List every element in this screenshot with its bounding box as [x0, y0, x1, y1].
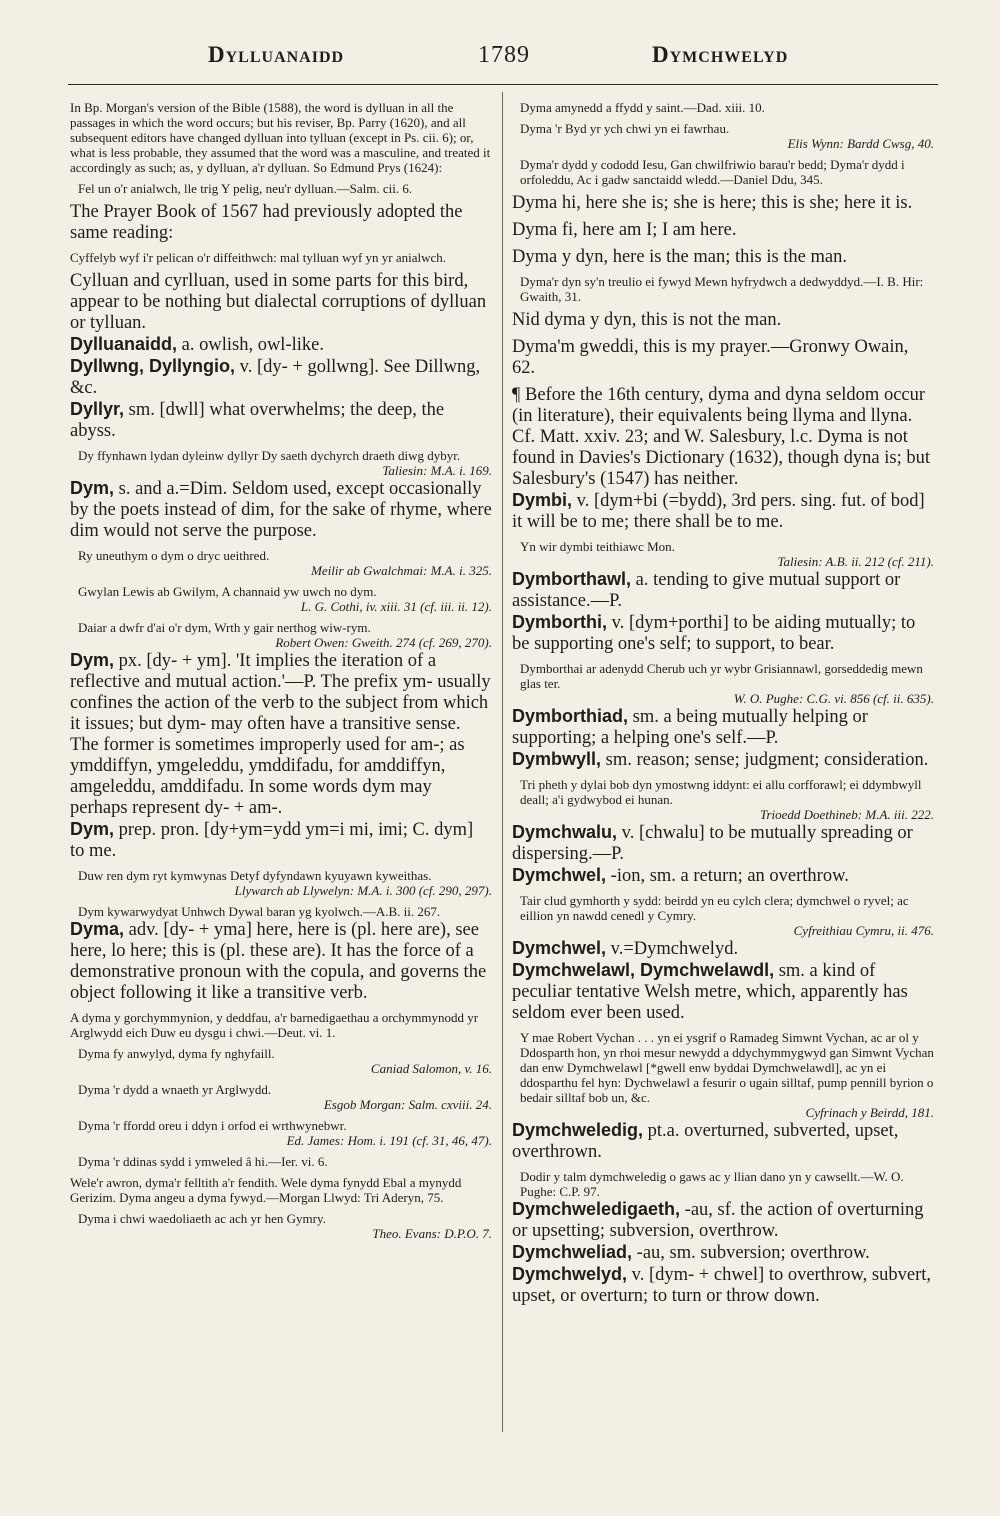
dictionary-entry [512, 490, 934, 533]
dictionary-entry [70, 650, 492, 819]
entry-definition: pt.a. overturned, subverted, upset, overthrown. [512, 1121, 899, 1162]
dictionary-entry [512, 1264, 934, 1307]
entry-definition: sm. [dwll] what overwhelms; the deep, the abyss. [70, 400, 445, 441]
dictionary-entry [512, 749, 934, 771]
entry-headword: Dymchwel, [512, 938, 607, 958]
quotation: Wele'r awron, dyma'r felltith a'r fendith. Wele dyma fynydd Ebal a mynydd Gerizim. Dyma angeu a dyma fywyd.—Morgan Llwyd: Tri Aderyn, 75. [70, 1175, 462, 1205]
entry-headword: Dym, [70, 478, 115, 498]
entry-definition: -ion, sm. a return; an overthrow. [606, 866, 849, 886]
citation-source: Trioedd Doethineb: M.A. iii. 222. [759, 807, 934, 822]
quotation: Gwylan Lewis ab Gwilym, A channaid yw uwch no dym. [78, 584, 377, 599]
entry-definition: prep. pron. [dy+ym=ydd ym=i mi, imi; C. dym] to me. [70, 820, 474, 861]
entry-definition: -au, sf. the action of overturning or upsetting; subversion, overthrow. [512, 1200, 924, 1241]
citation-source: Elis Wynn: Bardd Cwsg, 40. [787, 136, 934, 151]
entry-headword: Dymchwelawl, Dymchwelawdl, [512, 960, 775, 980]
entry-definition: a. tending to give mutual support or assistance.—P. [512, 570, 901, 611]
body-paragraph: Cylluan and cyrlluan, used in some parts for this bird, appear to be nothing but dialectal corruptions of dylluan or tylluan. [70, 271, 487, 333]
entry-headword: Dymchwel, [512, 865, 607, 885]
quotation: Dyma 'r Byd yr ych chwi yn ei fawrhau. [520, 121, 730, 136]
entry-definition: v. [dy- + gollwng]. See Dillwng, &c. [70, 357, 481, 398]
dictionary-entry [70, 334, 492, 356]
dictionary-entry [512, 1242, 934, 1264]
entry-headword: Dymchweledigaeth, [512, 1199, 681, 1219]
entry-headword: Dymbwyll, [512, 749, 602, 769]
citation-source: L. G. Cothi, iv. xiii. 31 (cf. iii. ii. 12). [300, 599, 492, 614]
quotation: Dyma 'r ddinas sydd i ymweled â hi.—Ier. vi. 6. [78, 1154, 328, 1169]
entry-definition: sm. a kind of peculiar tentative Welsh metre, which, apparently has seldom ever been used. [512, 961, 908, 1023]
citation-source: Taliesin: A.B. ii. 212 (cf. 211). [777, 554, 934, 569]
entry-definition: v. [dym+porthi] to be aiding mutually; to be supporting one's self; to support, to bear. [512, 613, 916, 654]
entry-headword: Dym, [70, 650, 115, 670]
quotation: Y mae Robert Vychan . . . yn ei ysgrif o Ramadeg Simwnt Vychan, ac ar ol y Ddosparth hon, yn rhoi mesur newydd a ddychymmygwyd gan Simwnt Vychan dan enw Dymchwelawl [*gwell enw byddai Dymchwelawdl], ac yn ei ddosparthu fel hyn: Dychwelawl a fesurir o ugain silltaf, pump pennill byrion o bedair silltaf bob un, &c. [520, 1030, 934, 1105]
entry-definition: adv. [dy- + yma] here, here is (pl. here are), see here, lo here; this is (pl. these are). It has the force of a demonstrative pronoun with the copula, and governs the object following it like a transitive verb. [70, 920, 487, 1003]
entry-definition: v. [dym- + chwel] to overthrow, subvert, upset, or overturn; to turn or throw down. [512, 1265, 932, 1306]
entry-definition: -au, sm. subversion; overthrow. [632, 1243, 870, 1263]
entry-headword: Dylluanaidd, [70, 334, 178, 354]
quotation: Dyma i chwi waedoliaeth ac ach yr hen Gymry. [78, 1211, 326, 1226]
quotation: Fel un o'r anialwch, lle trig Y pelig, neu'r dylluan.—Salm. cii. 6. [78, 181, 413, 196]
entry-headword: Dymchwelyd, [512, 1264, 628, 1284]
quotation: Dym kywarwydyat Unhwch Dywal baran yg kyolwch.—A.B. ii. 267. [78, 904, 441, 919]
quotation: A dyma y gorchymmynion, y deddfau, a'r barnedigaethau a orchymmynodd yr Arglwydd eich Duw eu dysgu i chwi.—Deut. vi. 1. [70, 1010, 479, 1040]
body-paragraph: Dyma hi, here she is; she is here; this is she; here it is. [512, 193, 913, 213]
header-right-guideword: Dymchwelyd [652, 42, 789, 67]
entry-definition: v. [chwalu] to be mutually spreading or dispersing.—P. [512, 823, 913, 864]
citation-source: Theo. Evans: D.P.O. 7. [372, 1226, 492, 1241]
entry-headword: Dyllyr, [70, 399, 125, 419]
dictionary-entry [70, 356, 492, 399]
quotation: Dyma'r dydd y cododd Iesu, Gan chwilfriwio barau'r bedd; Dyma'r dydd i orfoleddu, Ac i gadw sanctaidd wledd.—Daniel Ddu, 345. [520, 157, 905, 187]
entry-definition: sm. a being mutually helping or supporting; a helping one's self.—P. [512, 707, 868, 748]
body-paragraph: Dyma y dyn, here is the man; this is the man. [512, 247, 847, 267]
entry-definition: a. owlish, owl-like. [177, 335, 324, 355]
dictionary-entry [70, 399, 492, 442]
dictionary-entry [512, 865, 934, 887]
dictionary-entry [512, 1120, 934, 1163]
citation-source: Meilir ab Gwalchmai: M.A. i. 325. [311, 563, 492, 578]
citation-source: Ed. James: Hom. i. 191 (cf. 31, 46, 47). [286, 1133, 492, 1148]
quotation: Yn wir dymbi teithiawc Mon. [520, 539, 675, 554]
body-paragraph: The Prayer Book of 1567 had previously adopted the same reading: [70, 202, 463, 243]
quotation: Dy ffynhawn lydan dyleinw dyllyr Dy saeth dychyrch draeth diwg dybyr. [78, 448, 461, 463]
body-paragraph: Nid dyma y dyn, this is not the man. [512, 310, 782, 330]
dictionary-entry [512, 938, 934, 960]
quotation: Dyma'r dyn sy'n treulio ei fywyd Mewn hyfrydwch a dedwyddyd.—I. B. Hir: Gwaith, 31. [520, 274, 924, 304]
quotation: Dymborthai ar adenydd Cherub uch yr wybr Grisiannawl, gorseddedig mewn glas ter. [520, 661, 923, 691]
body-paragraph: Dyma fi, here am I; I am here. [512, 220, 737, 240]
dictionary-entry [512, 706, 934, 749]
dictionary-entry [512, 960, 934, 1024]
dictionary-entry [70, 819, 492, 862]
page-number: 1789 [478, 42, 530, 68]
header-left-guideword: Dylluanaidd [208, 42, 345, 67]
quotation: Duw ren dym ryt kymwynas Detyf dyfyndawn kyuyawn kyweithas. [78, 868, 432, 883]
entry-headword: Dym, [70, 819, 115, 839]
dictionary-entry [512, 569, 934, 612]
quotation: In Bp. Morgan's version of the Bible (1588), the word is dylluan in all the passages in which the word occurs; but his reviser, Bp. Parry (1620), and all subsequent editors have changed dylluan into tylluan (except in Ps. cii. 6); or, what is less probable, they assumed that the word was a masculine, and treated it accordingly as such; as, y dylluan, a'r dylluan. So Edmund Prys (1624): [70, 100, 491, 175]
citation-source: Cyfreithiau Cymru, ii. 476. [793, 923, 934, 938]
citation-source: Caniad Salomon, v. 16. [370, 1061, 492, 1076]
body-paragraph: ¶ Before the 16th century, dyma and dyna seldom occur (in literature), their equivalents being llyma and llyna. Cf. Matt. xxiv. 23; and W. Salesbury, l.c. Dyma is not found in Davies's Dictionary (1632), though dyna is; but Salesbury's (1547) has neither. [512, 385, 930, 489]
entry-definition: s. and a.=Dim. Seldom used, except occasionally by the poets instead of dim, for the sake of rhyme, where dim would not serve the purpose. [70, 479, 492, 541]
entry-definition: sm. reason; sense; judgment; consideration. [601, 750, 929, 770]
citation-source: W. O. Pughe: C.G. vi. 856 (cf. ii. 635). [733, 691, 934, 706]
dictionary-entry [70, 478, 492, 542]
entry-headword: Dymborthi, [512, 612, 608, 632]
quotation: Daiar a dwfr d'ai o'r dym, Wrth y gair nerthog wiw-rym. [78, 620, 371, 635]
entry-headword: Dymborthiad, [512, 706, 629, 726]
entry-headword: Dymchweliad, [512, 1242, 633, 1262]
quotation: Tair clud gymhorth y sydd: beirdd yn eu cylch clera; dymchwel o ryvel; ac eillion yn nawdd cenedl y Cymry. [520, 893, 909, 923]
entry-headword: Dyma, [70, 919, 125, 939]
quotation: Cyffelyb wyf i'r pelican o'r diffeithwch: mal tylluan wyf yn yr anialwch. [70, 250, 447, 265]
quotation: Dodir y talm dymchweledig o gaws ac y llian dano yn y cawsellt.—W. O. Pughe: C.P. 97. [520, 1169, 904, 1199]
quotation: Dyma amynedd a ffydd y saint.—Dad. xiii. 10. [520, 100, 765, 115]
entry-headword: Dymbi, [512, 490, 573, 510]
dictionary-entry [512, 612, 934, 655]
quotation: Dyma 'r ffordd oreu i ddyn i orfod ei wrthwynebwr. [78, 1118, 347, 1133]
entry-headword: Dyllwng, Dyllyngio, [70, 356, 236, 376]
dictionary-entry [512, 822, 934, 865]
quotation: Tri pheth y dylai bob dyn ymostwng iddynt: ei allu corfforawl; ei ddymbwyll deall; a'i gydwybod ei hunan. [520, 777, 922, 807]
citation-source: Esgob Morgan: Salm. cxviii. 24. [323, 1097, 492, 1112]
citation-source: Llywarch ab Llywelyn: M.A. i. 300 (cf. 290, 297). [234, 883, 492, 898]
quotation: Ry uneuthym o dym o dryc ueithred. [78, 548, 270, 563]
entry-definition: px. [dy- + ym]. 'It implies the iteration of a reflective and mutual action.'—P. The prefix ym- usually confines the action of the verb to the subject from which it issues; but dym- may often have a transitive sense. The former is sometimes improperly used for am-; as ymddiffyn, ymgeleddu, ymddifadu, for amddiffyn, amgeleddu, amddifadu. In some words dym may perhaps represent dy- + am-. [70, 651, 491, 818]
quotation: Dyma 'r dydd a wnaeth yr Arglwydd. [78, 1082, 272, 1097]
citation-source: Cyfrinach y Beirdd, 181. [805, 1105, 934, 1120]
dictionary-entry [512, 1199, 934, 1242]
left-column [70, 94, 492, 1241]
entry-headword: Dymborthawl, [512, 569, 632, 589]
dictionary-entry [70, 919, 492, 1004]
quotation: Dyma fy anwylyd, dyma fy nghyfaill. [78, 1046, 275, 1061]
body-paragraph: Dyma'm gweddi, this is my prayer.—Gronwy Owain, 62. [512, 337, 909, 378]
entry-definition: v.=Dymchwelyd. [606, 939, 739, 959]
citation-source: Taliesin: M.A. i. 169. [382, 463, 492, 478]
entry-definition: v. [dym+bi (=bydd), 3rd pers. sing. fut. of bod] it will be to me; there shall be to me. [512, 491, 925, 532]
entry-headword: Dymchweledig, [512, 1120, 644, 1140]
right-column [512, 94, 934, 1307]
entry-headword: Dymchwalu, [512, 822, 618, 842]
running-header [68, 40, 938, 85]
column-divider [502, 92, 503, 1432]
citation-source: Robert Owen: Gweith. 274 (cf. 269, 270). [275, 635, 492, 650]
